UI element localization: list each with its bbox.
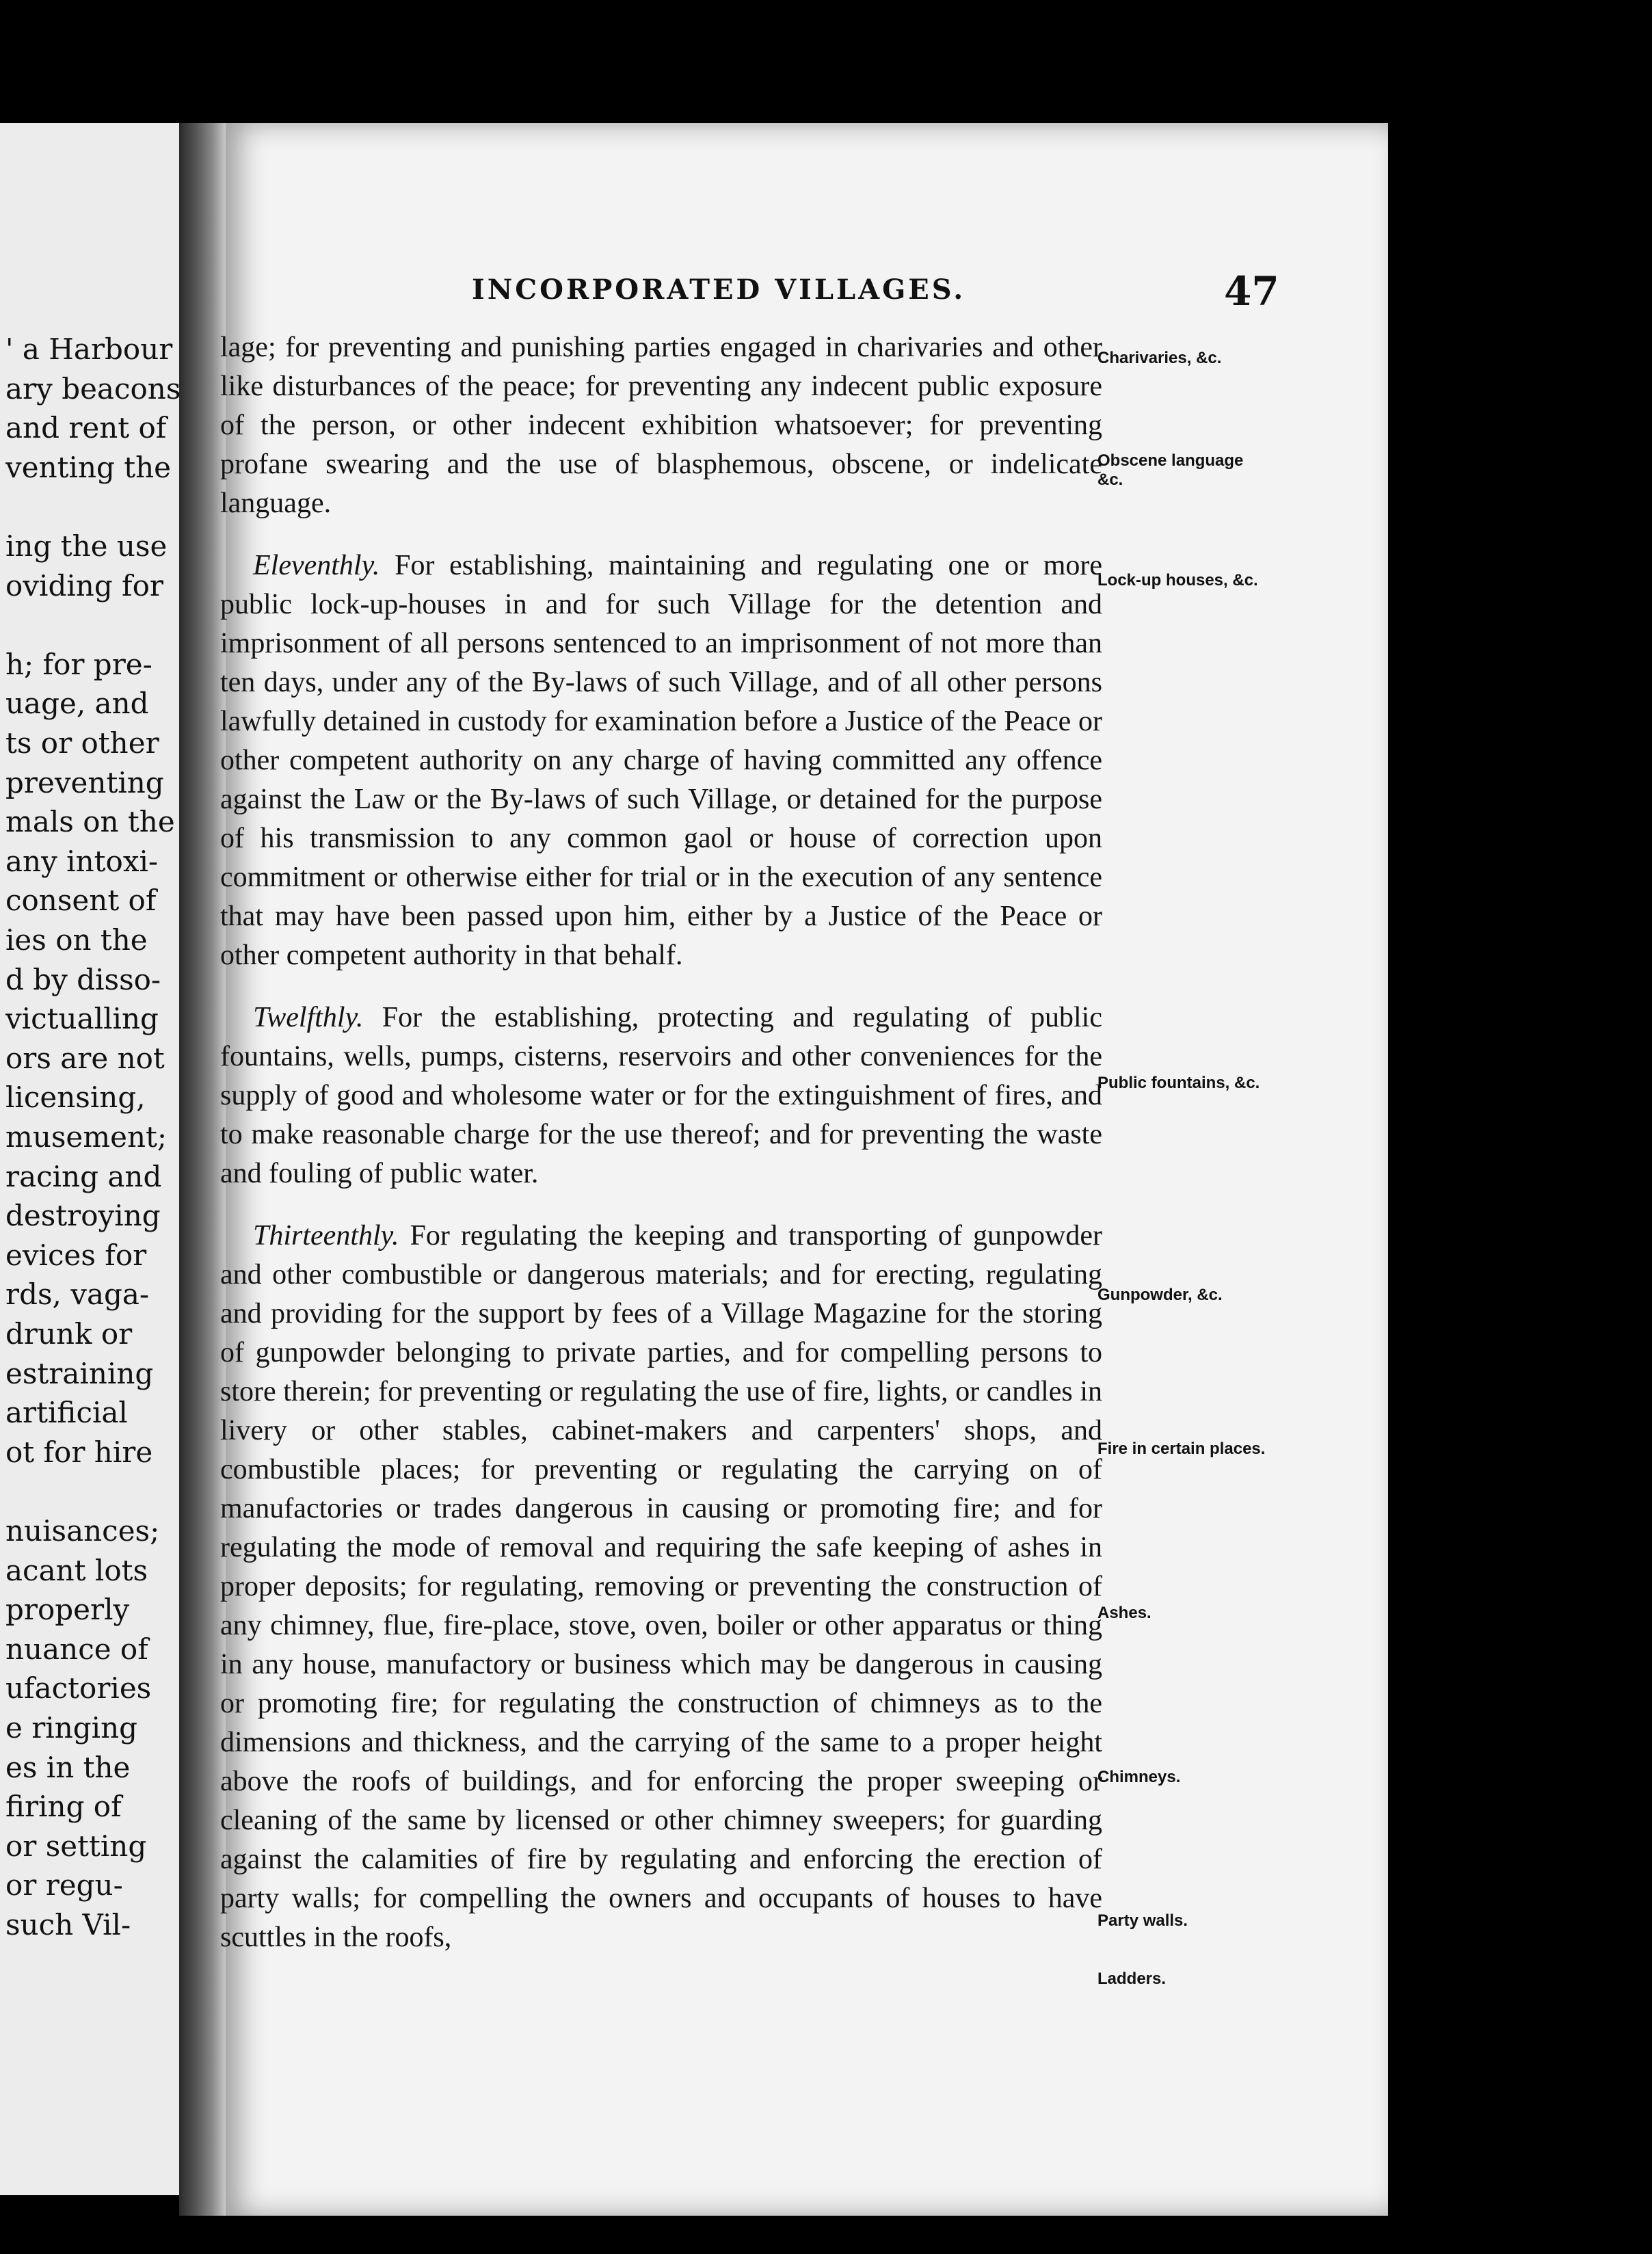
paragraph-text: lage; for preventing and punishing parties engaged in charivaries and other like disturbances of the peace; for preventing any indecent public exposure of the person, or other indecent exhibition whatsoever; for preventing profane swearing and the use of blasphemous, obscene, or indelicate language. <box>220 332 1102 519</box>
facing-page-line: ies on the <box>5 923 148 957</box>
facing-page-line: d by disso- <box>5 962 161 996</box>
paragraph-text: For regulating the keeping and transporting of gunpowder and other combustible or dangerous materials; and for erecting, regulating and providing for the support by fees of a Village Magazine for the storing of gunpowder belonging to private parties, and for compelling persons to store therein; for preventing or regulating the use of fire, lights, or candles in livery or other stables, cabinet-makers and carpenters' shops, and combustible places; for preventing or regulating the carrying on of manufactories or trades dangerous in causing or promoting fire; and for regulating the mode of removal and requiring the safe keeping of ashes in proper deposits; for regulating, removing or preventing the construction of any chimney, flue, fire-place, stove, oven, boiler or other apparatus or thing in any house, manufactory or business which may be dangerous in causing or promoting fire; for regulating the construction of chimneys as to the dimensions and thickness, and the carrying of the same to a proper height above the roofs of buildings, and for enforcing the proper sweeping or cleaning of the same by licensed or other chimney sweepers; for guarding against the calamities of fire by regulating and enforcing the erection of party walls; for compelling the owners and occupants of houses to have scuttles in the roofs, <box>220 1220 1102 1953</box>
page-number: 47 <box>1224 268 1279 315</box>
facing-page-line: such Vil- <box>5 1908 131 1941</box>
facing-page-line: oviding for <box>5 568 163 602</box>
margin-note: Ashes. <box>1097 1604 1151 1622</box>
facing-page-line: racing and <box>5 1159 162 1193</box>
facing-page-line: licensing, <box>5 1080 146 1115</box>
margin-note: Charivaries, &c. <box>1097 349 1222 367</box>
facing-page-line: and rent of <box>5 411 167 445</box>
paragraph <box>220 328 1102 523</box>
facing-page-line: properly <box>5 1593 130 1627</box>
facing-page-line: h; for pre- <box>5 647 152 681</box>
margin-note: Obscene language &c. <box>1097 451 1244 489</box>
facing-page-line: estraining <box>5 1356 154 1390</box>
margin-note: Ladders. <box>1097 1970 1167 1988</box>
facing-page-line: musement; <box>5 1120 168 1154</box>
paragraph <box>220 1217 1102 1957</box>
facing-page-line: ary beacons <box>5 371 181 406</box>
facing-page-line: any intoxi- <box>5 844 159 878</box>
facing-page-line: ts or other <box>5 726 159 760</box>
facing-page-line: preventing <box>5 765 164 799</box>
facing-page-line: nuisances; <box>5 1514 160 1548</box>
paragraph-text: For establishing, maintaining and regulating one or more public lock-up-houses in and for such Village for the detention and imprisonment of all persons sentenced to an imprisonment of not more than ten days, under any of the By-laws of such Village, and of all other persons lawfully detained in custody for examination before a Justice of the Peace or other competent authority on any charge of having committed any offence against the Law or the By-laws of such Village, or detained for the purpose of his transmission to any common gaol or house of correction upon commitment or otherwise either for trial or in the execution of any sentence that may have been passed upon him, either by a Justice of the Peace or other competent authority in that behalf. <box>220 550 1102 971</box>
facing-page-line: ot for hire <box>5 1435 153 1469</box>
facing-page-line: ufactories <box>5 1671 152 1706</box>
paragraph <box>220 546 1102 975</box>
facing-page-line: ' a Harbour <box>5 332 173 366</box>
facing-page-line: es in the <box>5 1750 131 1784</box>
running-head: INCORPORATED VILLAGES. <box>472 274 966 306</box>
facing-page-line: e ringing <box>5 1711 138 1745</box>
facing-page-line: acant lots <box>5 1553 148 1587</box>
margin-note: Lock-up houses, &c. <box>1097 571 1258 589</box>
margin-note: Gunpowder, &c. <box>1097 1286 1223 1304</box>
facing-page-line: consent of <box>5 884 157 918</box>
facing-page-line: ing the use <box>5 529 168 563</box>
margin-note: Fire in certain places. <box>1097 1440 1266 1458</box>
facing-page-line: venting the <box>5 450 172 484</box>
facing-page-line: firing of <box>5 1790 122 1824</box>
facing-page-line: artificial <box>5 1396 128 1430</box>
paragraph-lead: Twelfthly. <box>253 1002 364 1033</box>
facing-page-line: or setting <box>5 1829 147 1863</box>
margin-note: Chimneys. <box>1097 1768 1181 1786</box>
facing-page-line: uage, and <box>5 687 149 721</box>
facing-page-line: or regu- <box>5 1868 123 1902</box>
facing-page-line: ors are not <box>5 1041 165 1075</box>
facing-page-line: victualling <box>5 1002 159 1036</box>
facing-page-line: evices for <box>5 1238 147 1272</box>
margin-note: Party walls. <box>1097 1911 1188 1930</box>
facing-page-line: rds, vaga- <box>5 1277 150 1312</box>
paragraph <box>220 998 1102 1193</box>
paragraph-text: For the establishing, protecting and regulating of public fountains, wells, pumps, cisterns, reservoirs and other conveniences for the supply of good and wholesome water or for the extinguishment of fires, and to make reasonable charge for the use thereof; and for preventing the waste and fouling of public water. <box>220 1002 1102 1189</box>
facing-page-line: destroying <box>5 1199 161 1233</box>
facing-page-line: mals on the <box>5 805 175 839</box>
facing-page-line: nuance of <box>5 1632 148 1666</box>
paragraph-lead: Thirteenthly. <box>253 1220 399 1251</box>
margin-note: Public fountains, &c. <box>1097 1074 1260 1092</box>
body-text <box>220 328 1102 1980</box>
paragraph-lead: Eleventhly. <box>253 550 380 581</box>
facing-page-line: drunk or <box>5 1317 133 1351</box>
